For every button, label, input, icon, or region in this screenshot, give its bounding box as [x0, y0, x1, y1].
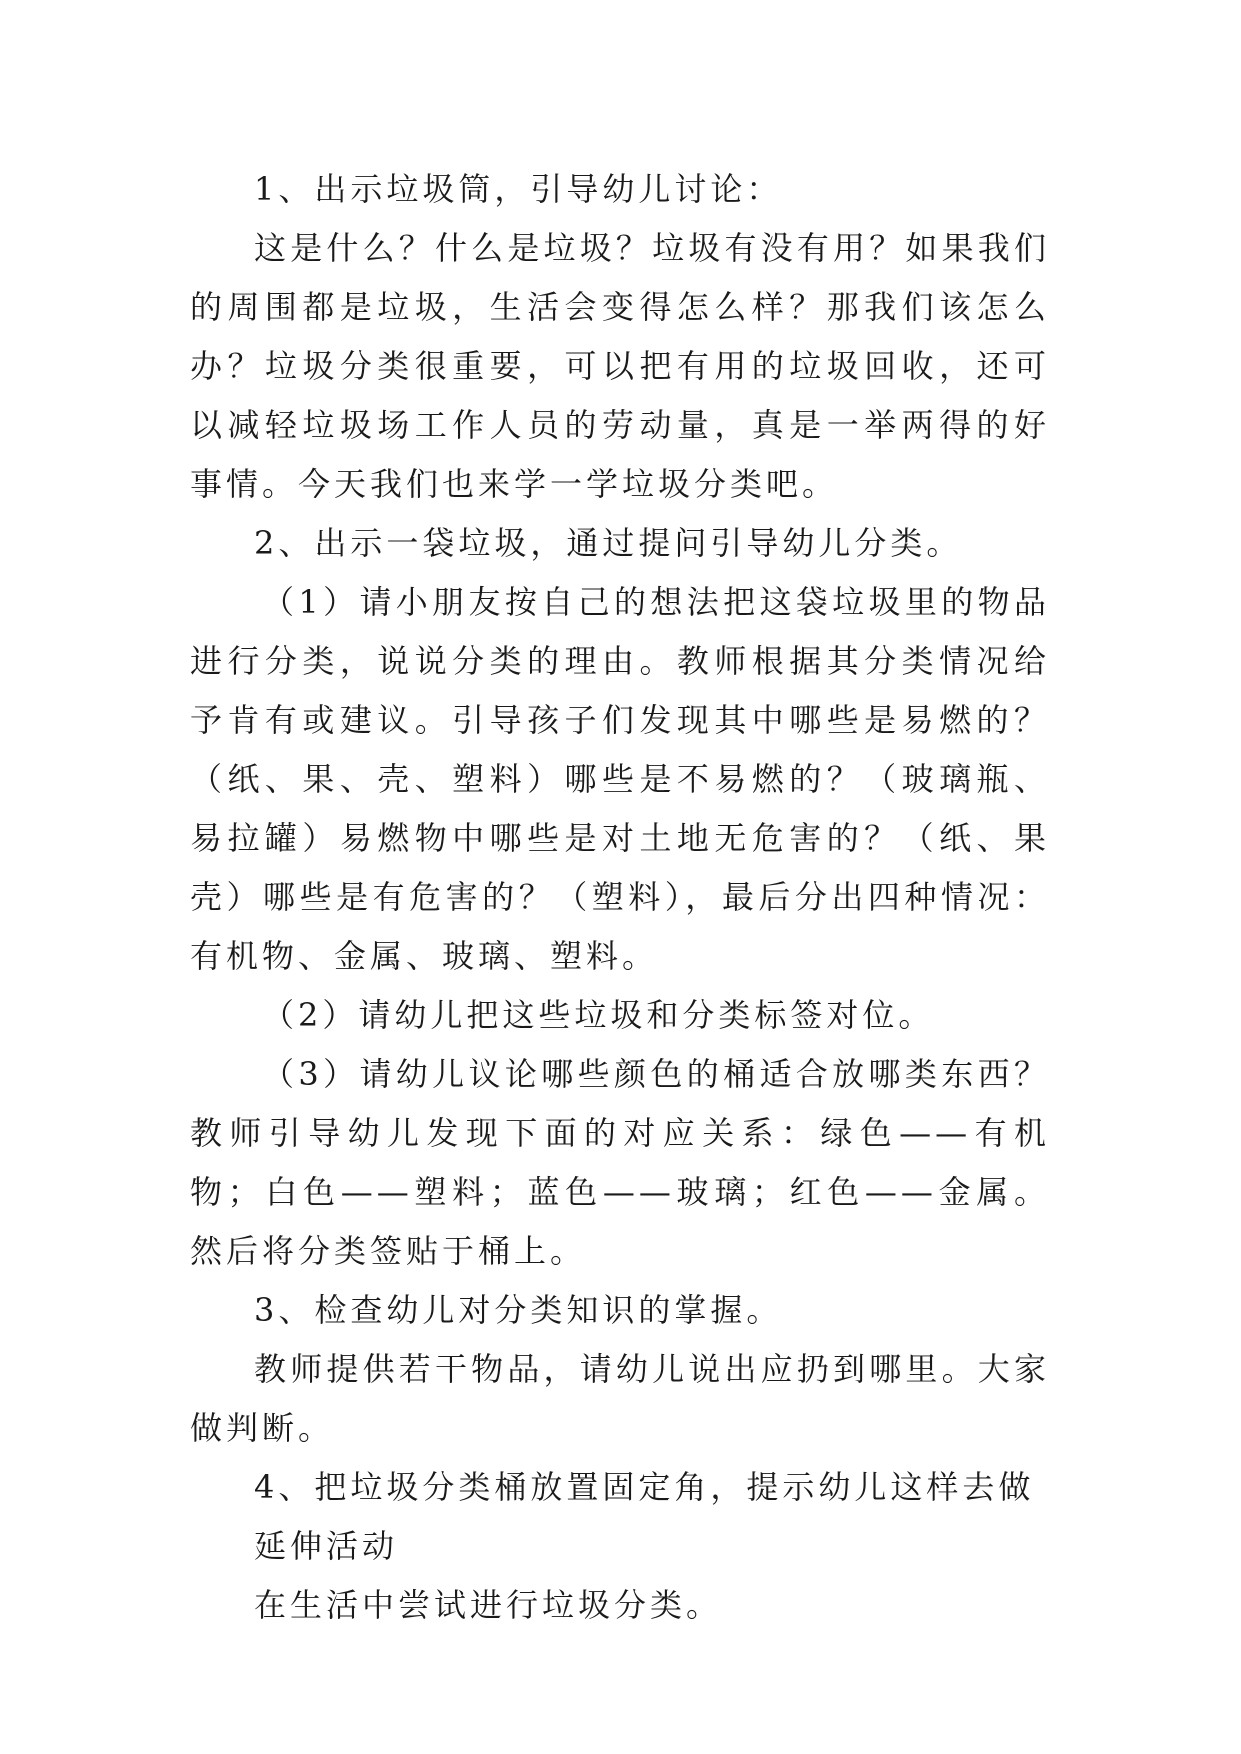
paragraph-step-2: 2、出示一袋垃圾，通过提问引导幼儿分类。 [254, 524, 963, 562]
paragraph-substep-3: （3）请幼儿议论哪些颜色的桶适合放哪类东西？教师引导幼儿发现下面的对应关系：绿色——有机物；白色——塑料；蓝色——玻璃；红色——金属。然后将分类签贴于桶上。 [190, 1055, 1050, 1270]
section-heading-extension: 延伸活动 [254, 1527, 399, 1565]
document-body [190, 160, 1050, 1635]
paragraph-extension-activity: 在生活中尝试进行垃圾分类。 [254, 1586, 723, 1624]
paragraph-discussion-questions: 这是什么？什么是垃圾？垃圾有没有用？如果我们的周围都是垃圾，生活会变得怎么样？那我们该怎么办？垃圾分类很重要，可以把有用的垃圾回收，还可以减轻垃圾场工作人员的劳动量，真是一举两得的好事情。今天我们也来学一学垃圾分类吧。 [190, 229, 1050, 503]
paragraph-step-3: 3、检查幼儿对分类知识的掌握。 [254, 1291, 783, 1329]
paragraph-teacher-check: 教师提供若干物品，请幼儿说出应扔到哪里。大家做判断。 [190, 1350, 1050, 1447]
paragraph-step-4: 4、把垃圾分类桶放置固定角，提示幼儿这样去做 [254, 1468, 1035, 1506]
paragraph-step-1: 1、出示垃圾筒，引导幼儿讨论： [254, 170, 783, 208]
paragraph-substep-2: （2）请幼儿把这些垃圾和分类标签对位。 [262, 996, 935, 1034]
paragraph-substep-1: （1）请小朋友按自己的想法把这袋垃圾里的物品进行分类，说说分类的理由。教师根据其分类情况给予肯有或建议。引导孩子们发现其中哪些是易燃的？（纸、果、壳、塑料）哪些是不易燃的？（玻璃瓶、易拉罐）易燃物中哪些是对土地无危害的？（纸、果壳）哪些是有危害的？（塑料），最后分出四种情况：有机物、金属、玻璃、塑料。 [190, 583, 1050, 975]
